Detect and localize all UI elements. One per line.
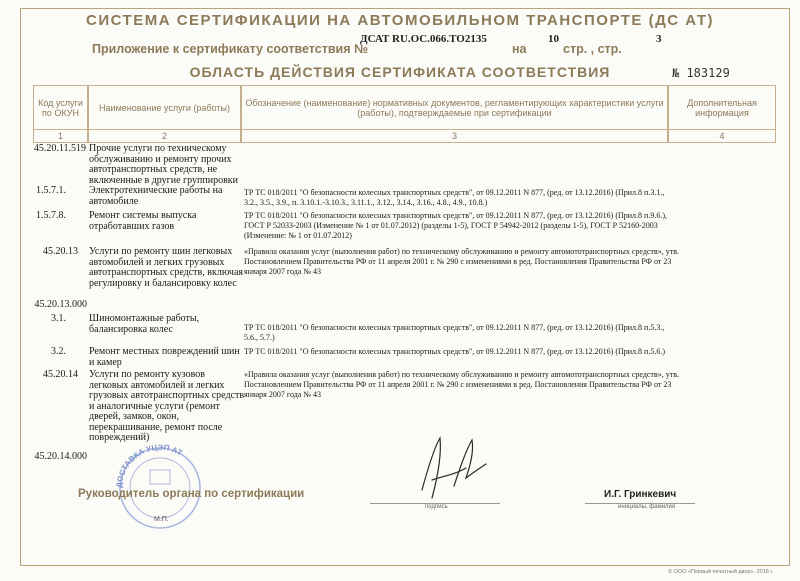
scope-title: ОБЛАСТЬ ДЕЙСТВИЯ СЕРТИФИКАТА СООТВЕТСТВИЯ [189,64,611,80]
handwritten-signature [414,428,494,503]
row-documents: «Правила оказания услуг (выполнения работ) по техническому обслуживанию и ремонту автомототранспортных средств», утв. Постановлением Правительства РФ от 11 апреля 2001 г. № 290 с изменениями в ред. Постановления Правительства РФ от 23 января 2007 года № 43 [244,370,679,399]
col-num-4: 4 [668,130,776,143]
col-num-3: 3 [241,130,668,143]
row-code: 45.20.13 [43,246,78,257]
row-code: 45.20.11.519 [33,143,86,154]
col-num-2: 2 [88,130,241,143]
row-code: 1.5.7.1. [36,185,66,196]
signer-name: И.Г. Гринкевич [604,489,677,500]
system-title: СИСТЕМА СЕРТИФИКАЦИИ НА АВТОМОБИЛЬНОМ ТРАНСПОРТЕ (ДС АТ) [85,12,715,29]
row-documents: «Правила оказания услуг (выполнения работ) по техническому обслуживанию и ремонту автомототранспортных средств», утв. Постановлением Правительства РФ от 11 апреля 2001 г. № 290 с изменениями в ред. Постановления Правительства РФ от 23 января 2007 года № 43 [244,247,679,276]
col-header-documents: Обозначение (наименование) нормативных документов, регламентирующих характеристики услуги (работы), подтверждаемые при сертификации [241,85,668,130]
name-caption: инициалы, фамилия [618,504,676,510]
page-label: стр. , стр. [563,42,622,56]
svg-text:ДОСТАВКА УЦЭП АТ [115,443,184,488]
row-service: Шиномонтажные работы, балансировка колес [89,313,200,335]
row-documents: ТР ТС 018/2011 "О безопасности колесных транспортных средств", от 09.12.2011 N 877, (ред. от 13.12.2016) (Прил.8 п.3.1., 3.2., 3.5., 3.9., п. 3.10.1.-3.10.3., 3.11.1., 3.12., 3.14., 3.16., 4.8., 4.9., 10.8.) [244,188,665,207]
signature-caption: подпись [425,504,448,510]
col-header-additional: Дополнительная информация [668,85,776,130]
row-code: 45.20.13.000 [34,299,87,310]
row-service: Прочие услуги по техническому обслуживанию и ремонту прочих автотранспортных средств, не включенные в другие группировки [89,143,239,186]
row-documents: ТР ТС 018/2011 "О безопасности колесных транспортных средств", от 09.12.2011 N 877, (ред. от 13.12.2016) (Прил.8 п.5.6.) [244,347,665,356]
row-service: Услуги по ремонту шин легковых автомобилей и легких грузовых автотранспортных средств, включая регулировку и балансировку колес [89,246,243,289]
row-code: 45.20.14 [43,369,78,380]
stamp-text: ДОСТАВКА УЦЭП АТ [114,442,184,489]
row-code: 3.1. [51,313,66,324]
pages-total: 10 [548,33,559,45]
row-service: Услуги по ремонту кузовов легковых автомобилей и легких грузовых автотранспортных средств и аналогичные услуги (ремонт дверей, замков, окон, перекрашивание, ремонт после повреждений) [89,369,245,443]
row-service: Ремонт системы выпуска отработавших газов [89,210,197,232]
col-header-code: Код услуги по ОКУН [33,85,88,130]
form-number: № 183129 [672,66,730,80]
row-code: 1.5.7.8. [36,210,66,221]
col-num-1: 1 [33,130,88,143]
row-documents: ТР ТС 018/2011 "О безопасности колесных транспортных средств", от 09.12.2011 N 877, (ред. от 13.12.2016) (Прил.8 п.5.3., 5.6., 5.7.) [244,323,665,342]
stamp-label: М.П. [154,516,169,523]
row-service: Электротехнические работы на автомобиле [89,185,223,207]
on-label: на [512,42,527,56]
printer-note: © ООО «Первый печатный двор», 2018 г. [668,569,774,575]
row-documents: ТР ТС 018/2011 "О безопасности колесных транспортных средств", от 09.12.2011 N 877, (ред. от 13.12.2016) (Прил.8 п.9.6.), ГОСТ Р 52033-2003 (Изменение № 1 от 01.07.2012) (разделы 1-5), ГОСТ Р 54942-2012 (разделы 1-5), ГОСТ Р 52160-2003 (Изменение: № 1 от 01.07.2012) [244,211,667,240]
page-current: 3 [656,33,662,45]
col-header-service: Наименование услуги (работы) [88,85,241,130]
row-code: 3.2. [51,346,66,357]
cert-number: ДСАТ RU.OC.066.TO2135 [360,33,487,45]
row-service: Ремонт местных повреждений шин и камер [89,346,240,368]
annex-label: Приложение к сертификату соответствия № [92,42,368,56]
round-stamp [110,440,210,530]
head-of-certification-label: Руководитель органа по сертификации [78,488,305,500]
row-code: 45.20.14.000 [34,451,87,462]
